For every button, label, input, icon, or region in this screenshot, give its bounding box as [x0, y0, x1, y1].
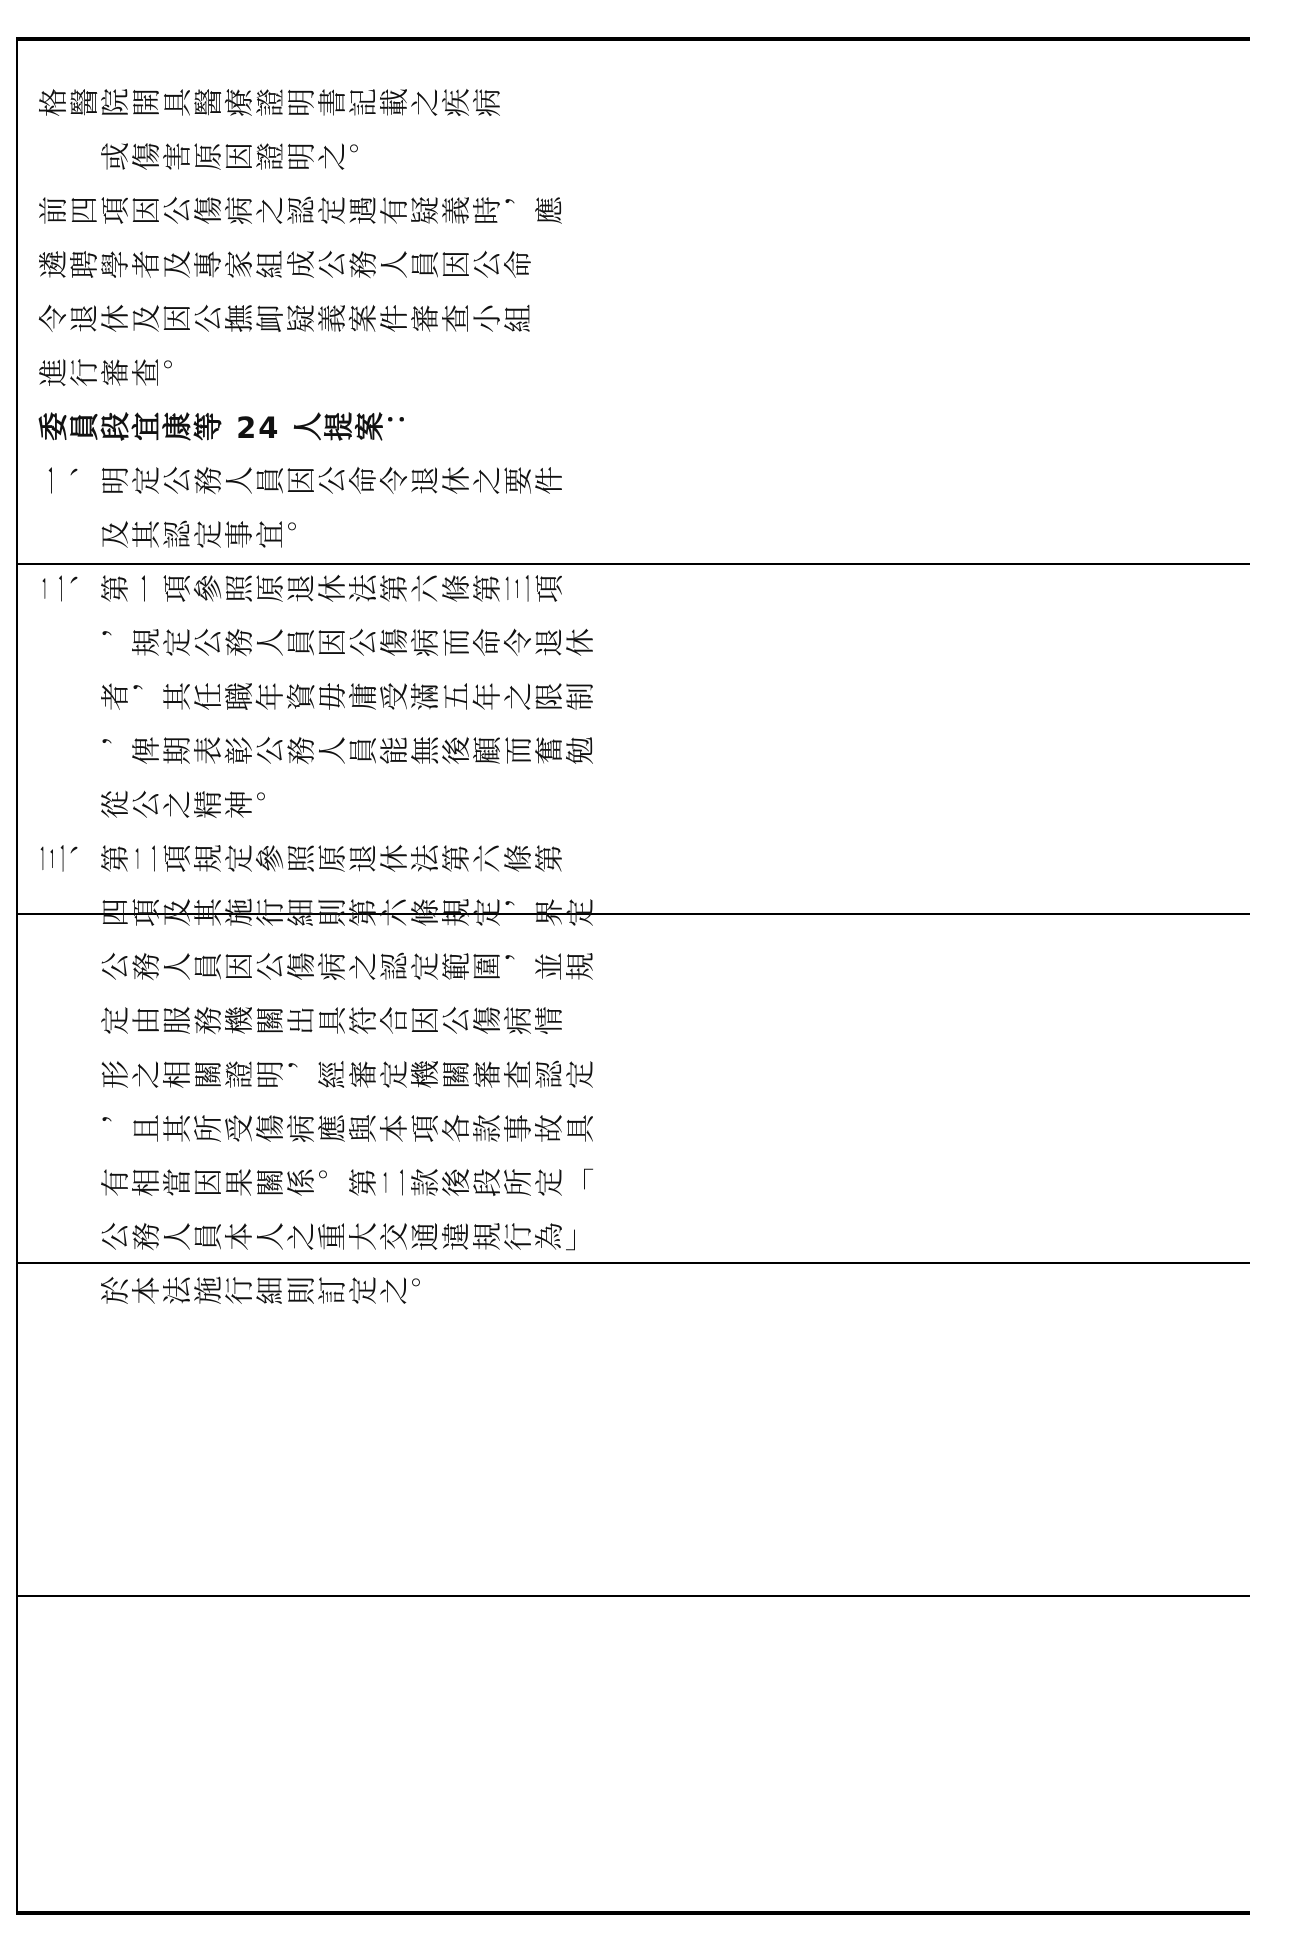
text-line: 進行審查。	[38, 357, 193, 391]
text-line: 遴聘學者及專家組成公務人員因公命	[38, 249, 534, 283]
text-line: 形之相關證明，經審定機關審查認定	[100, 1059, 596, 1093]
table-cell-empty	[18, 565, 1250, 913]
text-line: 格醫院開具醫療證明書記載之疾病	[38, 87, 503, 121]
text-line: ，俾期表彰公務人員能無後顧而奮勉	[100, 735, 596, 769]
table-cell-text	[38, 77, 1243, 1309]
text-line: 從公之精神。	[100, 789, 286, 823]
table-cell-empty	[18, 1264, 1250, 1595]
text-line: 四項及其施行細則第六條規定，界定	[100, 897, 596, 931]
text-line: 委員段宜康等 24 人提案：	[38, 411, 417, 445]
text-line: 公務人員本人之重大交通違規行為」	[100, 1221, 596, 1255]
text-line: 前四項因公傷病之認定遇有疑義時，應	[38, 195, 565, 229]
table-frame	[16, 37, 1250, 1915]
text-line: 或傷害原因證明之。	[100, 141, 379, 175]
cell-lines	[38, 77, 1243, 1309]
top-border	[16, 37, 1250, 41]
text-line: ，且其所受傷病應與本項各款事故具	[100, 1113, 596, 1147]
text-line: 三、第二項規定參照原退休法第六條第	[38, 843, 565, 877]
text-line: 公務人員因公傷病之認定範圍，並規	[100, 951, 596, 985]
text-line: ，規定公務人員因公傷病而命令退休	[100, 627, 596, 661]
text-line: 二、第一項參照原退休法第六條第三項	[38, 573, 565, 607]
table-cell-empty	[18, 1597, 1250, 1911]
text-line: 定由服務機關出具符合因公傷病情	[100, 1005, 565, 1039]
text-line: 及其認定事宜。	[100, 519, 317, 553]
table-cell-empty	[18, 915, 1250, 1262]
text-line: 有相當因果關係。第二款後段所定「	[100, 1167, 596, 1201]
bottom-border	[16, 1911, 1250, 1915]
text-line: 令退休及因公撫卹疑義案件審查小組	[38, 303, 534, 337]
text-line: 一、明定公務人員因公命令退休之要件	[38, 465, 565, 499]
text-line: 於本法施行細則訂定之。	[100, 1275, 441, 1309]
text-line: 者，其任職年資毋庸受滿五年之限制	[100, 681, 596, 715]
